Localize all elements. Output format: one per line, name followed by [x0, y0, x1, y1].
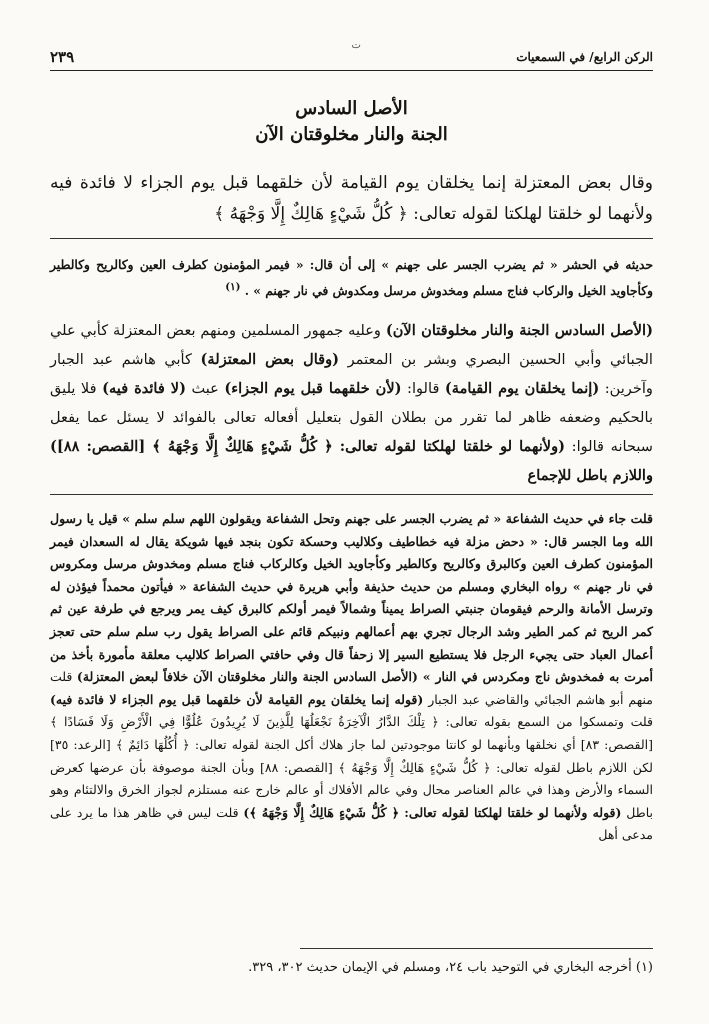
commentary-quote: (ولأنهما لو خلقتا لهلكتا لقوله تعالى: [339, 438, 566, 455]
footnote-continuation [50, 253, 653, 302]
gloss-span: قلت جاء في حديث الشفاعة « ثم يضرب الجسر على جهنم وتحل الشفاعة ويقولون اللهم سلم سلم » قيل يا رسول الله وما الجسر قال: « دحض مزلة فيه خطاطيف وكلاليب وحسكة تكون بنجد فيها شويكة يقال له السعدان فيمر المؤمنون كطرف العين وكالبرق وكالريح وكالطير وكأجاويد الخيل وكالركاب فناج مسلم ومخدوش مرسل ومكروس في نار جهنم » رواه البخاري ومسلم من حديث حذيفة وأبي هريرة في حديث الشفاعة « فيأتون محمداً فيؤذن له وترسل الأمانة والرحم فيقومان جنبتي الصراط يميناً وشمالاً فيمر أولكم كالبرق كيف يمر ويرجع في طرفة عين ثم كمر الريح ثم كمر الطير وشد الرجال تجري بهم أعمالهم ونبيكم قائم على الصراط يقول رب سلم سلم حتى تعجز أعمال العباد حتى يجيء الرجل فلا يستطيع السير إلا زحفاً قال وفي حافتي الصراط كلاليب معلقة مأمورة بأخذ من أمرت به فمخدوش ناج ومكردس في النار » [50, 511, 654, 685]
commentary-quote: ) واللازم باطل للإجماع [50, 438, 653, 484]
commentary-span: قالوا: [401, 380, 445, 397]
commentary-span: فلا يليق بالحكيم وضعفه ظاهر لما تقرر من بطلان القول بتعليل أفعاله تعالى بالفوائد لا يسئل عما يفعل سبحانه قالوا: [50, 380, 654, 455]
verse-citation: [القصص: ٨٨] [56, 438, 146, 455]
gloss-span: قلت وتمسكوا من السمع بقوله تعالى: ﴿ تِلْكَ الدَّارُ الْآخِرَةُ نَجْعَلُهَا لِلَّذِينَ لَا يُرِيدُونَ عُلُوًّا فِي الْأَرْضِ وَلَا فَسَادًا ﴾ [القصص: ٨٣] أي نخلقها وبأنهما لو كانتا موجودتين لما جاز هلاك أكل الجنة لقوله تعالى: ﴿ أُكُلُهَا دَائِمٌ ﴾ [الرعد: ٣٥] لكن اللازم باطل لقوله تعالى: ﴿ كُلُّ شَيْءٍ هَالِكٌ إِلَّا وَجْهَهُ ﴾ [القصص: ٨٨] وبأن الجنة موصوفة بأن عرضها كعرض السماء والأرض وهذا في عالم العناصر محال وفي عالم الأفلاك أو عالم خارج عنه مستلزم لجواز الخرق والالتئام وهو باطل [50, 714, 653, 820]
main-text: وقال بعض المعتزلة إنما يخلقان يوم القيامة لأن خلقهما قبل يوم الجزاء لا فائدة فيه ولأنهما لو خلقتا لهلكتا لقوله تعالى: ﴿ كُلُّ شَيْءٍ هَالِكٌ إِلَّا وَجْهَهُ ﴾ [50, 173, 653, 224]
commentary-quote: (وقال بعض المعتزلة) [200, 351, 340, 368]
gloss-text [50, 508, 653, 847]
commentary-quote: (لأن خلقهما قبل يوم الجزاء) [224, 380, 402, 397]
gloss-span: قلت منهم أبو هاشم الجبائي والقاضي عبد الجبار [50, 669, 653, 707]
commentary-quote: (إنما يخلقان يوم القيامة) [444, 380, 600, 397]
heading-line-2: الجنة والنار مخلوقتان الآن [255, 124, 448, 145]
footnote-marker: (١) [225, 281, 241, 293]
separator-rule [50, 238, 653, 239]
gloss-span: قلت ليس في ظاهر هذا ما يرد على مدعى أهل [50, 804, 653, 843]
commentary-span: وعليه جمهور المسلمين ومنهم بعض المعتزلة كأبي علي الجبائي وأبي الحسين البصري وبشر بن المعتمر [50, 322, 653, 368]
commentary-span: كأبي هاشم عبد الجبار وآخرين: [50, 351, 653, 397]
footnote-continuation-text: حديثه في الحشر « ثم يضرب الجسر على جهنم » إلى أن قال: « فيمر المؤمنون كطرف العين وكالريح وكالطير وكأجاويد الخيل والركاب فناج مسلم ومخدوش مرسل ومكدوش في نار جهنم » . [50, 257, 653, 299]
gloss-quote: (الأصل السادس الجنة والنار مخلوقتان الآن خلافاً لبعض المعتزلة) [76, 669, 418, 685]
commentary-quote: (الأصل السادس الجنة والنار مخلوقتان الآن) [385, 322, 653, 339]
footnote: (١) أخرجه البخاري في التوحيد باب ٢٤، ومسلم في الإيمان حديث ٣٠٢، ٣٢٩. [248, 960, 653, 975]
footnote-rule [300, 948, 653, 949]
commentary-quote: (لا فائدة فيه) [102, 380, 186, 397]
separator-rule [50, 494, 653, 495]
heading-line-1: الأصل السادس [295, 98, 408, 119]
gloss-quote: (قوله إنما يخلقان يوم القيامة لأن خلقهما قبل يوم الجزاء لا فائدة فيه) [50, 691, 424, 707]
running-header [50, 40, 653, 71]
commentary-span: عبث [185, 380, 225, 397]
gloss-quote: (قوله ولأنهما لو خلقتا لهلكتا لقوله تعالى: ﴿ كُلُّ شَيْءٍ هَالِكٌ إِلَّا وَجْهَهُ ﴾) [243, 804, 622, 820]
page-number: ٢٣٩ [50, 48, 75, 66]
header-mark: ت [351, 40, 361, 51]
commentary-text [50, 316, 653, 490]
quran-verse: ﴿ كُلُّ شَيْءٍ هَالِكٌ إِلَّا وَجْهَهُ ﴾ [145, 438, 340, 455]
chapter-heading [50, 96, 653, 148]
header-title: الركن الرابع/ في السمعيات [516, 50, 653, 64]
